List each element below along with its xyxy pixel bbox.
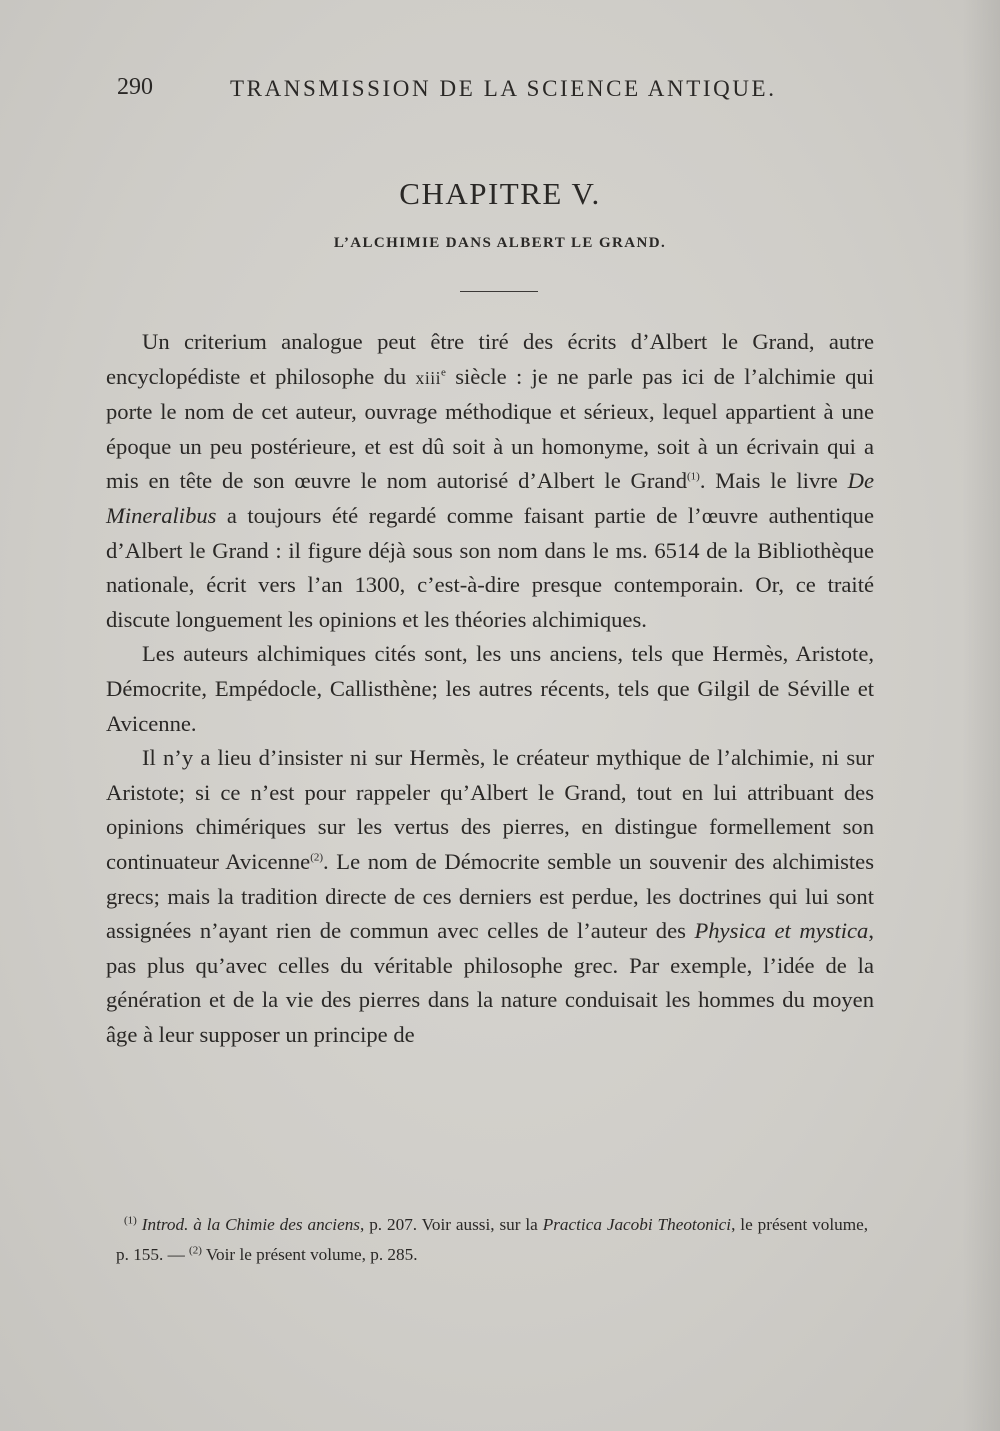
p1-text-d: a toujours été regardé comme faisant partie de l’œuvre authentique d’Albert le Grand : il figure déjà sous son nom dans le ms. 6514 de la Bibliothèque nationale, écrit vers l’an 1300, c’est-à-dire presque contemporain. Or, ce traité discute longuement les opinions et les théories alchimiques.: [106, 502, 874, 632]
paragraph-3: [106, 741, 874, 1052]
footnote-1-text-a: , p. 207. Voir aussi, sur la: [359, 1215, 543, 1234]
footnote-1-title: Introd. à la Chimie des anciens: [141, 1215, 360, 1234]
footnote-1-title-2: Practica Jacobi Theotonici: [542, 1215, 732, 1234]
page-number: 290: [117, 74, 153, 100]
footnote-line: [116, 1210, 868, 1270]
p3-text-b: . Le nom de Démocrite semble un souvenir des alchimistes grecs; mais la tradition directe de ces derniers est perdue, les doctrines qui lui sont assignées n’ayant rien de commun avec celles de l’auteur des: [106, 848, 875, 944]
p3-text-a: Il n’y a lieu d’insister ni sur Hermès, le créateur mythique de l’alchimie, ni sur Aristote; si ce n’est pour rappeler qu’Albert le Grand, tout en lui attribuant des opinions chimériques sur les vertus des pierres, en distingue formellement son continuateur Avicenne: [106, 745, 874, 874]
p1-book-title: De Mineralibus: [106, 468, 874, 528]
running-title: TRANSMISSION DE LA SCIENCE ANTIQUE.: [230, 76, 777, 101]
footnote-ref-2[interactable]: (2): [310, 851, 324, 864]
footnote-ref-1[interactable]: (1): [687, 470, 700, 483]
chapter-title: CHAPITRE V.: [399, 176, 601, 211]
running-head: [112, 68, 892, 108]
page-fold-shadow: [962, 0, 1000, 1431]
footnote-1-text-b: , le présent volume, p. 155. —: [116, 1215, 869, 1264]
footnote-mark-2: (2): [189, 1244, 202, 1257]
p1-text-c: . Mais le livre: [699, 468, 848, 494]
chapter-subtitle: L’ALCHIMIE DANS ALBERT LE GRAND.: [333, 235, 667, 251]
footnotes: [116, 1210, 868, 1270]
p3-text-c: , pas plus qu’avec celles du véritable philosophe grec. Par exemple, l’idée de la génération et de la vie des pierres dans la nature conduisait les hommes du moyen âge à leur supposer un principe de: [106, 918, 875, 1047]
footnote-2-text: Voir le présent volume, p. 285.: [201, 1245, 418, 1264]
p1-century-sup: e: [441, 366, 446, 379]
p3-book-title: Physica et mystica: [694, 918, 869, 944]
p1-text-a: Un criterium analogue peut être tiré des écrits d’Albert le Grand, autre encyclopédiste et philosophe du: [106, 329, 874, 389]
p1-century: xiii: [415, 367, 442, 388]
paragraph-1: [106, 325, 874, 637]
footnote-mark-1: (1): [124, 1214, 137, 1227]
body-text: [106, 325, 874, 1052]
section-rule: [460, 291, 538, 292]
paragraph-2: Les auteurs alchimiques cités sont, les uns anciens, tels que Hermès, Aristote, Démocrite, Empédocle, Callisthène; les autres récents, tels que Gilgil de Séville et Avicenne.: [106, 641, 874, 736]
p1-text-b: siècle : je ne parle pas ici de l’alchimie qui porte le nom de cet auteur, ouvrage méthodique et sérieux, lequel appartient à une époque un peu postérieure, et est dû soit à un homonyme, soit à un écrivain qui a mis en tête de son œuvre le nom autorisé d’Albert le Grand: [106, 363, 874, 494]
